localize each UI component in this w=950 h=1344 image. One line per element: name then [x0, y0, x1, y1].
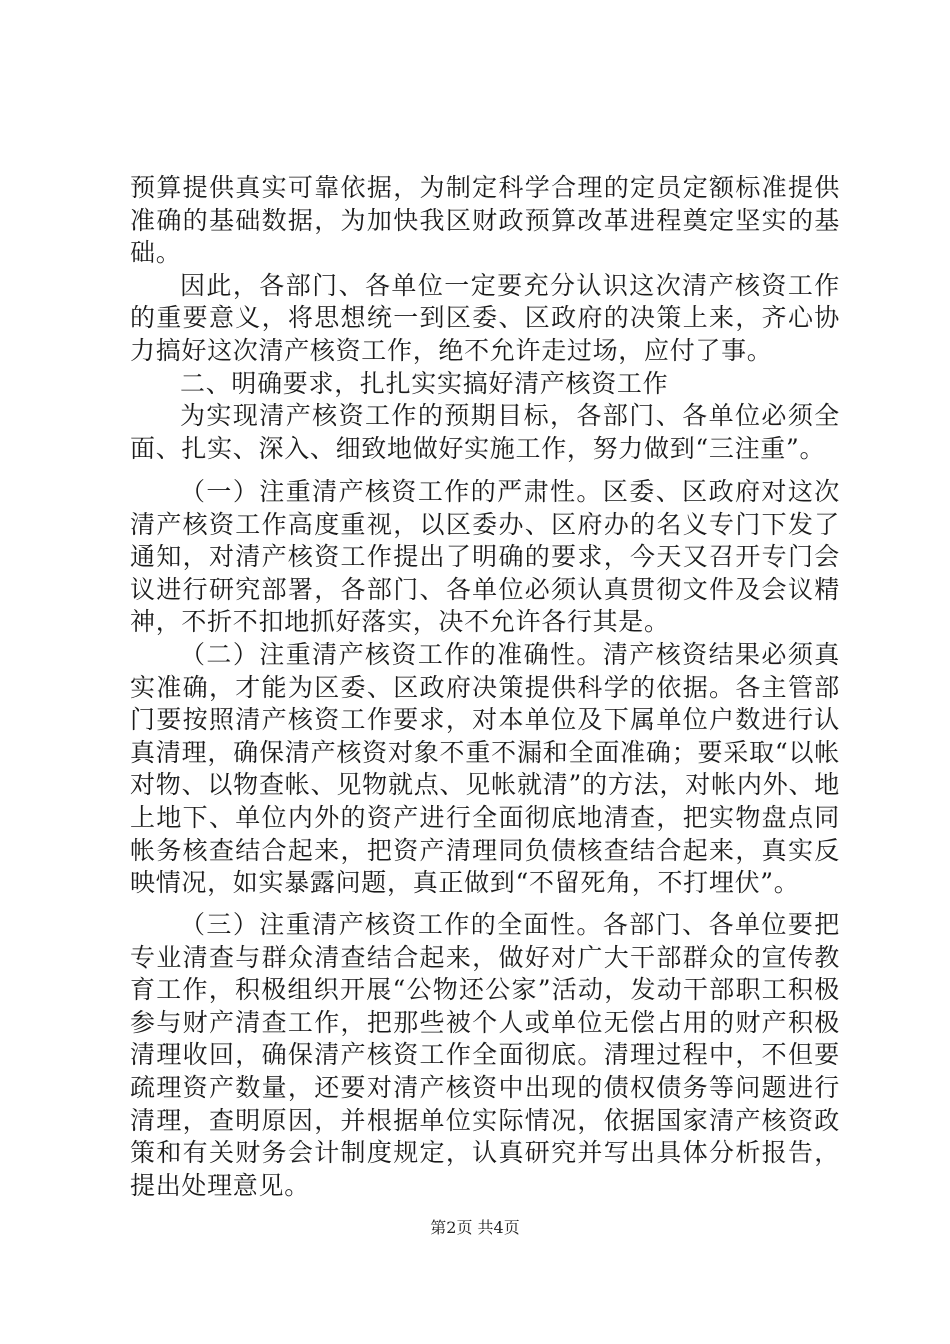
paragraph: （一）注重清产核资工作的严肃性。区委、区政府对这次清产核资工作高度重视，以区委办、区府办的名义专门下发了通知，对清产核资工作提出了明确的要求，今天又召开专门会议进行研究部署，各部门、各单位必须认真贯彻文件及会议精神，不折不扣地抓好落实，决不允许各行其是。 — [130, 477, 840, 637]
paragraph: （三）注重清产核资工作的全面性。各部门、各单位要把专业清查与群众清查结合起来，做好对广大干部群众的宣传教育工作，积极组织开展“公物还公家”活动，发动干部职工积极参与财产清查工作，把那些被个人或单位无偿占用的财产积极清理收回，确保清产核资工作全面彻底。清理过程中，不但要疏理资产数量，还要对清产核资中出现的债权债务等问题进行清理，查明原因，并根据单位实际情况，依据国家清产核资政策和有关财务会计制度规定，认真研究并写出具体分析报告，提出处理意见。 — [130, 910, 840, 1200]
text-section-3 — [130, 909, 840, 1202]
section-heading: 二、明确要求，扎扎实实搞好清产核资工作 — [180, 368, 669, 398]
paragraph: （二）注重清产核资工作的准确性。清产核资结果必须真实准确，才能为区委、区政府决策提供科学的依据。各主管部门要按照清产核资工作要求，对本单位及下属单位户数进行认真清理，确保清产核资对象不重不漏和全面准确；要采取“以帐对物、以物查帐、见物就点、见帐就清”的方法，对帐内外、地上地下、单位内外的资产进行全面彻底地清查，把实物盘点同帐务核查结合起来，把资产清理同负债核查结合起来，真实反映情况，如实暴露问题，真正做到“不留死角，不打埋伏”。 — [130, 639, 840, 898]
paragraph: 预算提供真实可靠依据，为制定科学合理的定员定额标准提供准确的基础数据，为加快我区财政预算改革进程奠定坚实的基础。 — [130, 173, 840, 268]
paragraph: 因此，各部门、各单位一定要充分认识这次清产核资工作的重要意义，将思想统一到区委、区政府的决策上来，齐心协力搞好这次清产核资工作，绝不允许走过场，应付了事。 — [130, 270, 840, 365]
text-section-1 — [130, 172, 840, 465]
paragraph: 为实现清产核资工作的预期目标，各部门、各单位必须全面、扎实、深入、细致地做好实施工作，努力做到“三注重”。 — [130, 401, 840, 463]
page-number-footer: 第2页 共4页 — [430, 1218, 520, 1237]
text-section-2 — [130, 476, 840, 900]
